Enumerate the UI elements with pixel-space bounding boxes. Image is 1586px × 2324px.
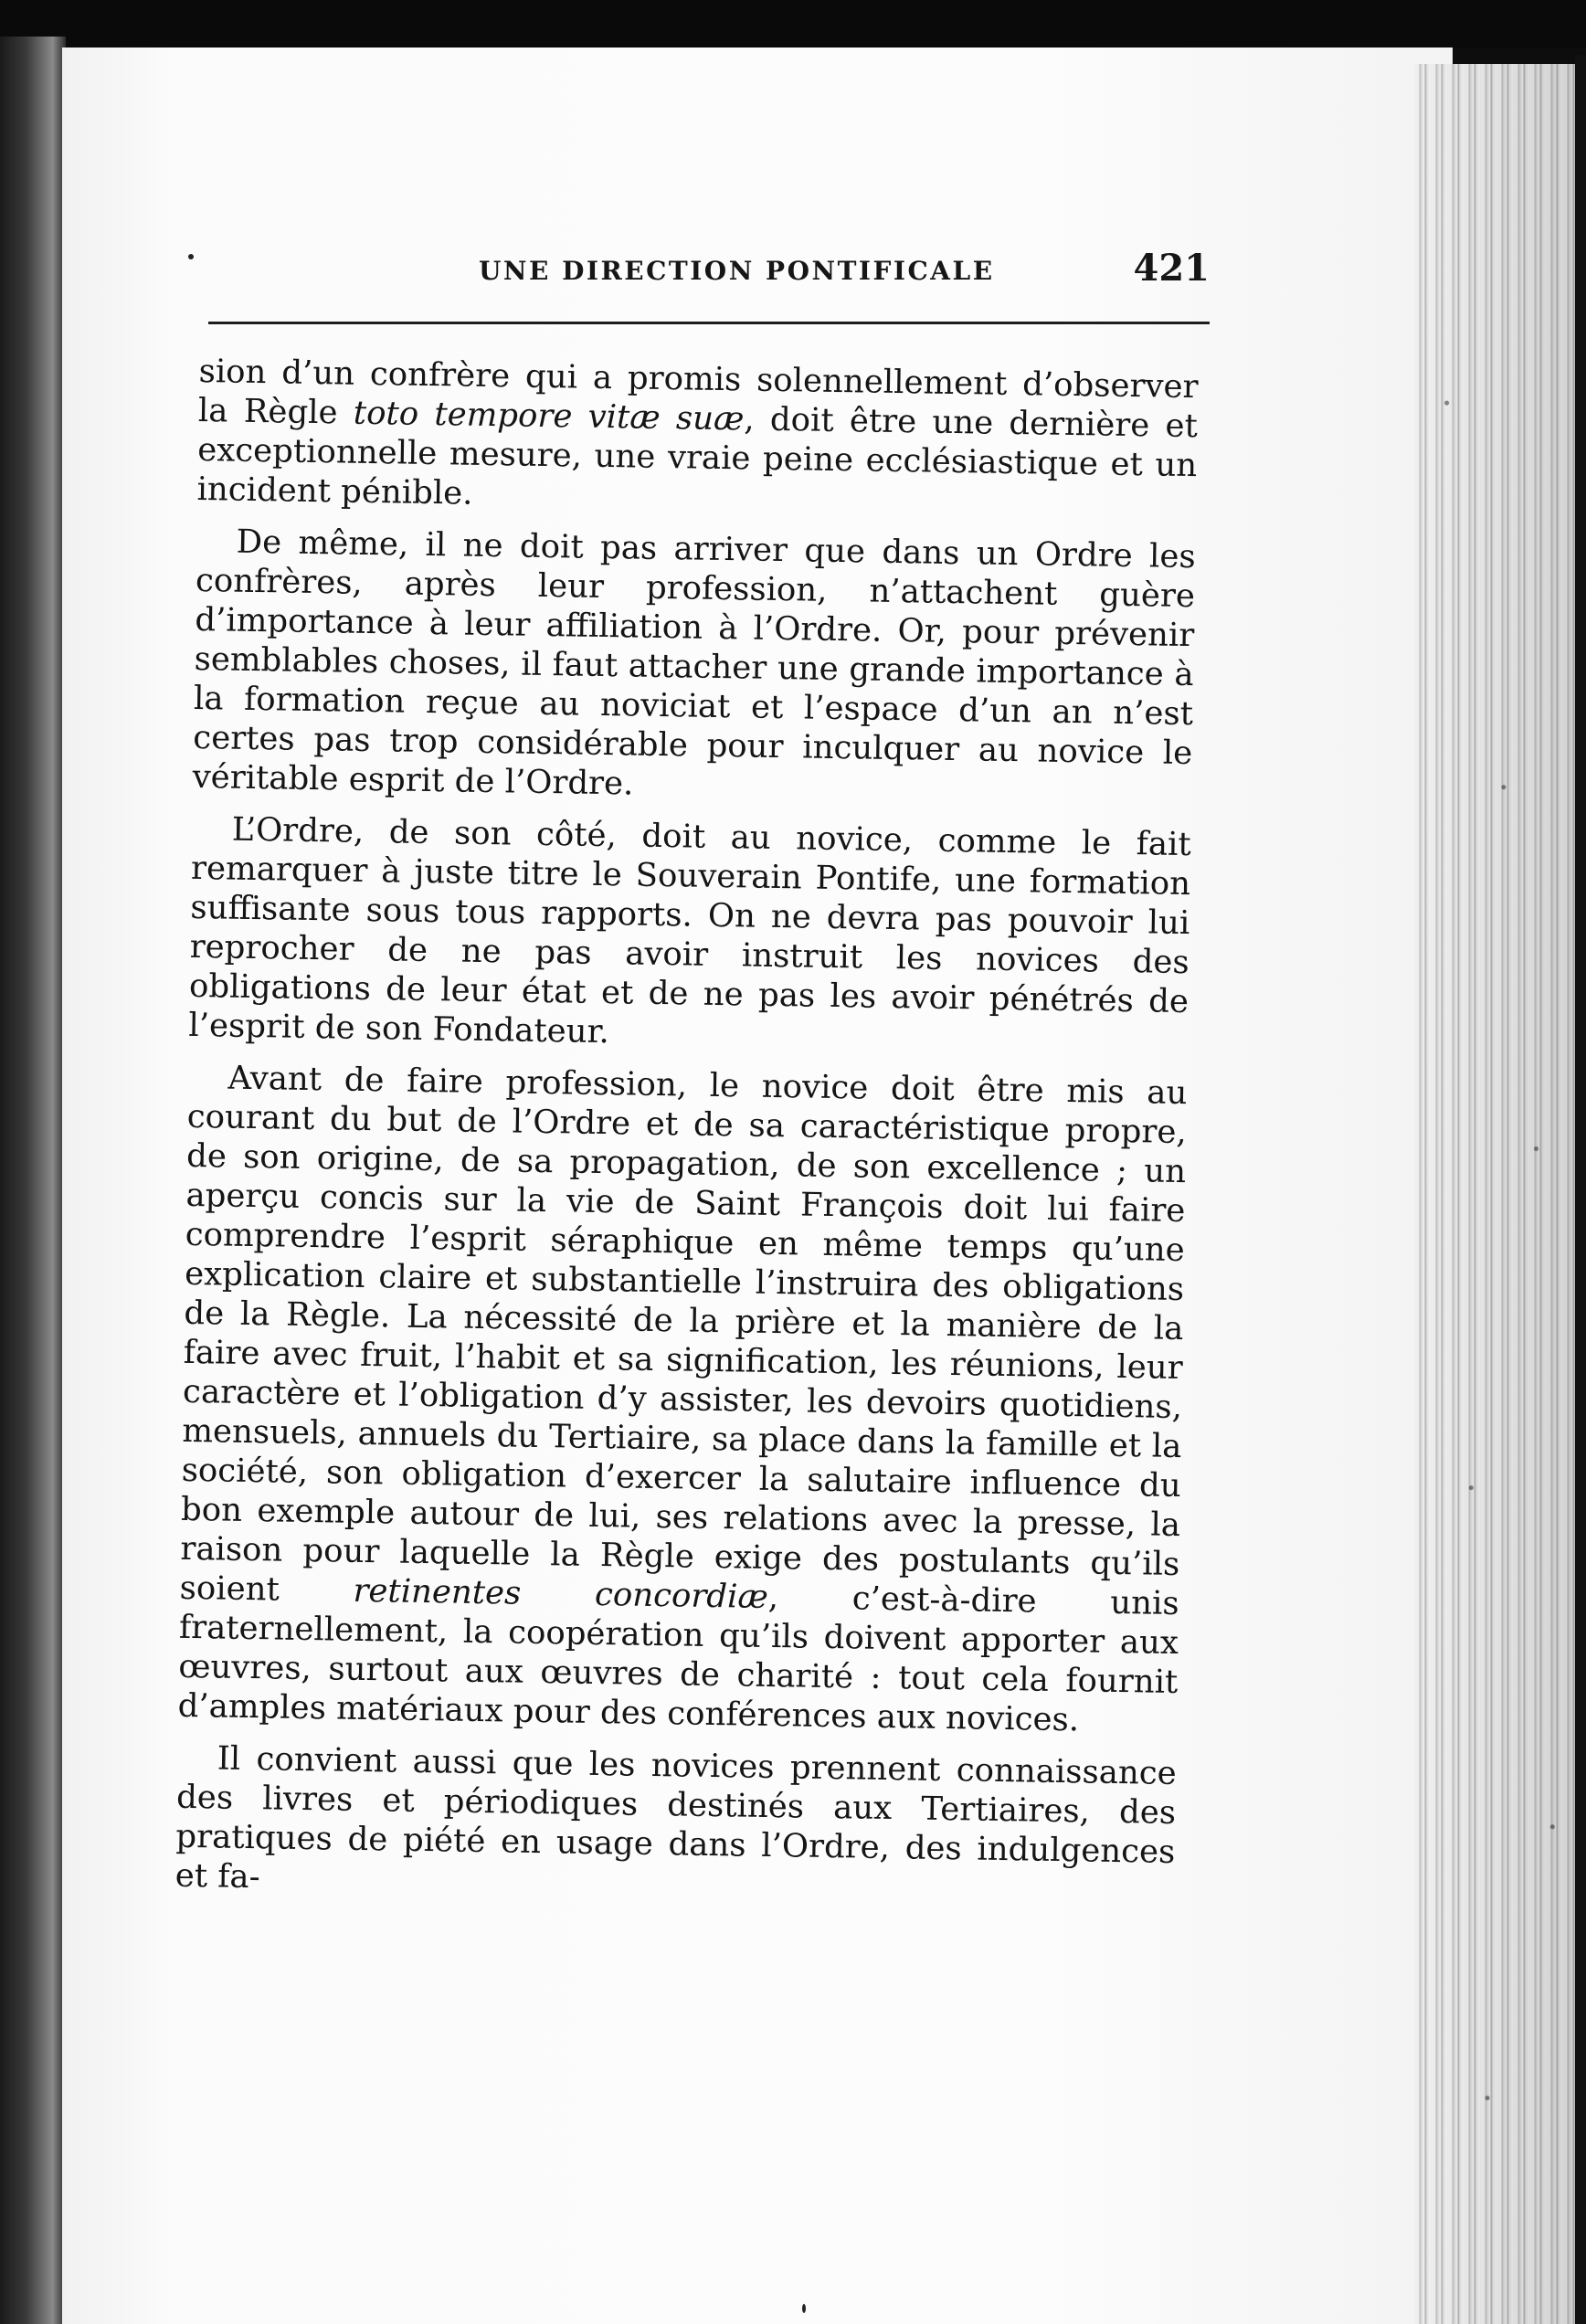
running-header <box>208 247 1210 311</box>
header-rule <box>208 322 1210 324</box>
print-speck <box>188 254 194 259</box>
paragraph-1-text-b: , doit être une dernière et exceptionnelle mesure, une vraie peine ecclésiastique et un incident pénible. <box>196 400 1199 512</box>
opposite-page-edge <box>0 37 66 2324</box>
paragraph-1-italic: toto tempore vitæ suæ <box>353 394 745 438</box>
paragraph-4 <box>177 1058 1187 1741</box>
paragraph-4-italic: retinentes concordiæ <box>353 1571 769 1616</box>
print-speck <box>802 2304 806 2313</box>
running-title: UNE DIRECTION PONTIFICALE <box>479 256 995 286</box>
page-edges-stack <box>1414 64 1577 2324</box>
paragraph-3-text: L’Ordre, de son côté, doit au novice, comme le fait remarquer à juste titre le Souverain Pontife, une formation suffisante sous tous rapports. On ne devra pas pouvoir lui reprocher de ne pas avoir instruit les novices des obligations de leur état et de ne pas les avoir pénétrés de l’esprit de son Fondateur. <box>188 810 1191 1051</box>
book-edge-shadow <box>1575 55 1586 2324</box>
body-text <box>174 352 1199 1924</box>
paragraph-3 <box>188 809 1191 1061</box>
paragraph-1-text-a: sion d’un confrère qui a promis solennellement d’observer la Règle <box>197 352 1199 432</box>
paragraph-5-text: Il convient aussi que les novices prennent connaissance des livres et périodiques destinés aux Tertiaires, des pratiques de piété en usage dans l’Ordre, des indulgences et fa- <box>174 1739 1178 1896</box>
paragraph-4-text-a: Avant de faire profession, le novice doit être mis au courant du but de l’Ordre et de sa caractéristique propre, de son origine, de sa propagation, de son excellence ; un aperçu concis sur la vie de Saint François doit lui faire comprendre l’esprit séraphique en même temps qu’une explication claire et substantielle l’instruira des obligations de la Règle. La nécessité de la prière et la manière de la faire avec fruit, l’habit et sa signification, les réunions, leur caractère et l’obligation d’y assister, les devoirs quotidiens, mensuels, annuels du Tertiaire, sa place dans la famille et la société, son obligation d’exercer la salutaire influence du bon exemple autour de lui, ses relations avec la presse, la raison pour laquelle la Règle exige des postulants qu’ils soient <box>179 1059 1188 1610</box>
page-number: 421 <box>1133 247 1210 290</box>
paragraph-2-text: De même, il ne doit pas arriver que dans un Ordre les confrères, après leur profession, n’attachent guère d’importance à leur affiliation à l’Ordre. Or, pour prévenir semblables choses, il faut attacher une grande importance à la formation reçue au noviciat et l’espace d’un an n’est certes pas trop considérable pour inculquer au novice le véritable esprit de l’Ordre. <box>192 523 1196 803</box>
paragraph-4-text-b: , c’est-à-dire unis fraternellement, la coopération qu’ils doivent apporter aux œuvres, surtout aux œuvres de charité : tout cela fournit d’amples matériaux pour des conférences aux novices. <box>177 1578 1179 1739</box>
paragraph-1 <box>196 352 1199 524</box>
paragraph-2 <box>192 522 1196 812</box>
paragraph-5 <box>174 1738 1177 1911</box>
scanner-background-top <box>0 0 1586 48</box>
